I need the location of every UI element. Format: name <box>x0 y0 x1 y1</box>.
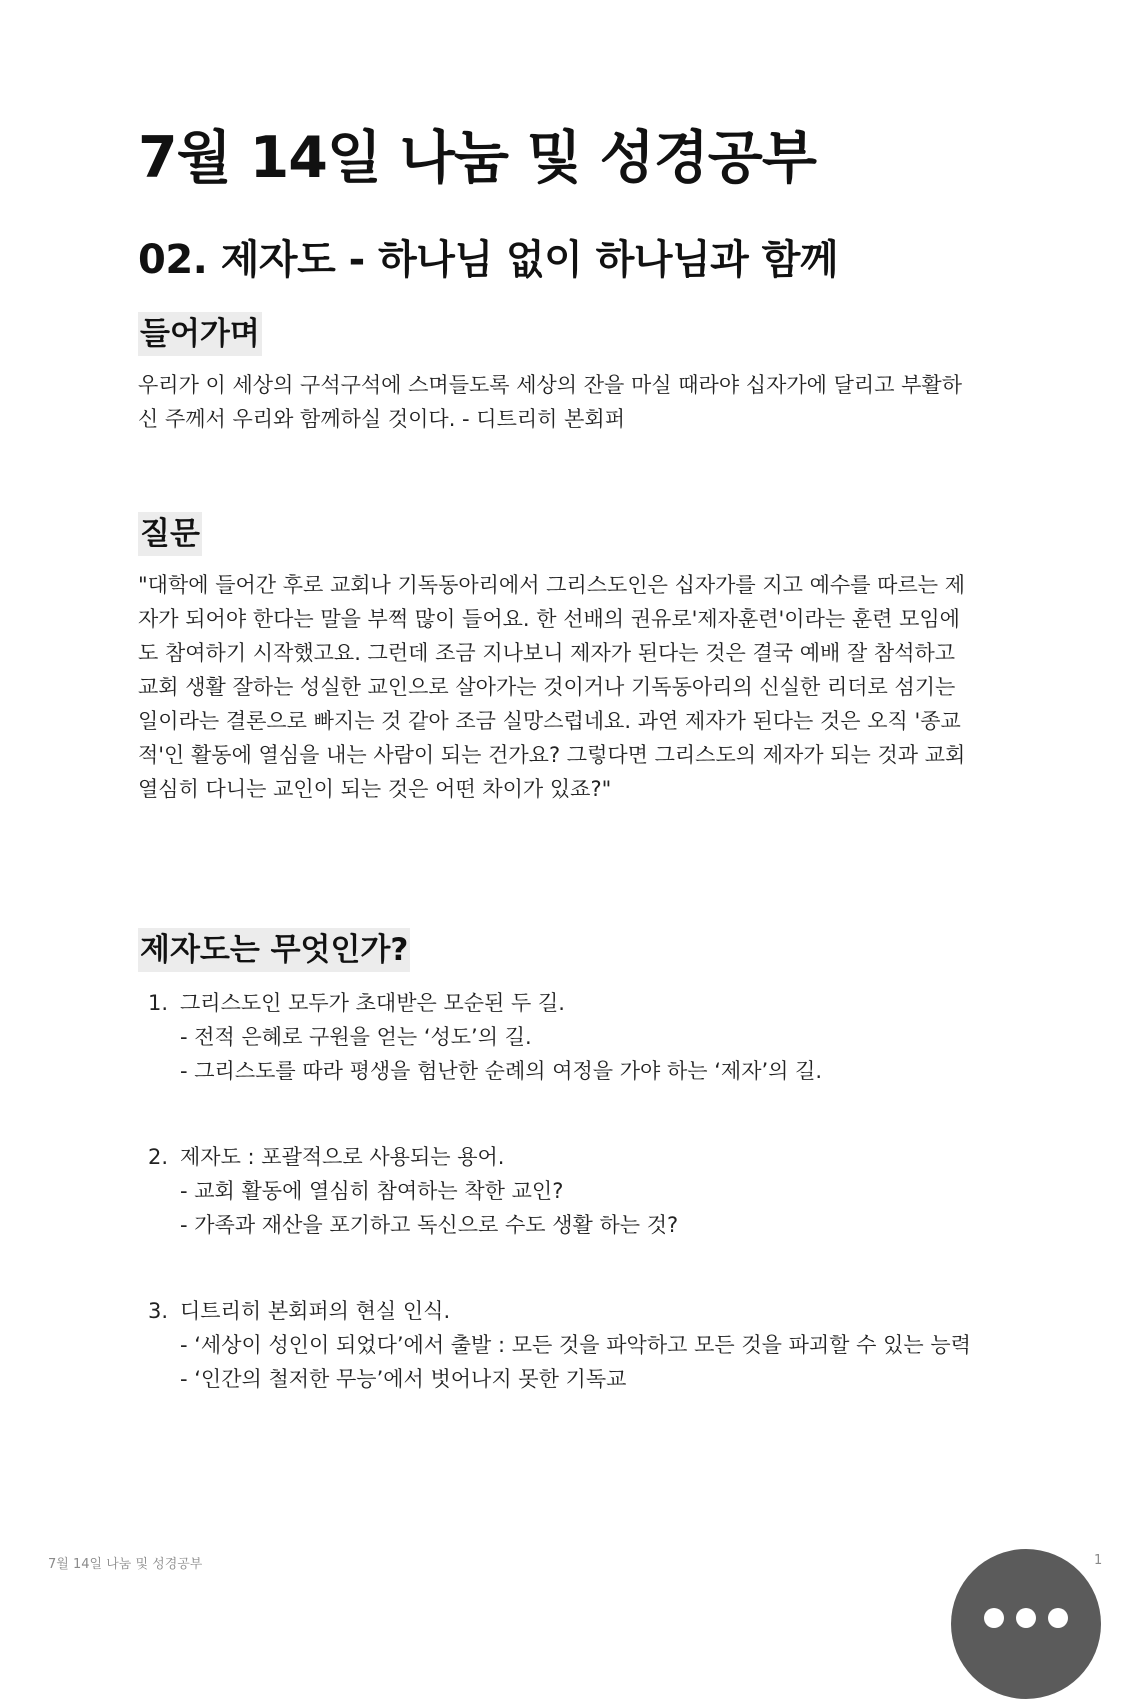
dot-shape <box>1016 1608 1036 1628</box>
list-item-line: - 가족과 재산을 포기하고 독신으로 수도 생활 하는 것? <box>180 1213 679 1237</box>
list-item-line: - 교회 활동에 열심히 참여하는 착한 교인? <box>180 1179 564 1203</box>
section-heading-question: 질문 <box>138 512 202 556</box>
document-content <box>138 118 1018 1448</box>
dot-shape <box>984 1608 1004 1628</box>
numbered-list <box>138 986 1018 1396</box>
list-item <box>138 1140 1018 1242</box>
question-line: "대학에 들어간 후로 교회나 기독동아리에서 그리스도인은 십자가를 지고 예수를 따르는 제 <box>138 573 965 597</box>
list-item-line: - 그리스도를 따라 평생을 험난한 순례의 여정을 가야 하는 ‘제자’의 길. <box>180 1059 823 1083</box>
intro-paragraph <box>138 368 1018 436</box>
section-heading-what: 제자도는 무엇인가? <box>138 928 410 972</box>
question-line: 도 참여하기 시작했고요. 그런데 조금 지나보니 제자가 된다는 것은 결국 예배 잘 참석하고 <box>138 641 956 665</box>
intro-line: 우리가 이 세상의 구석구석에 스며들도록 세상의 잔을 마실 때라야 십자가에 달리고 부활하 <box>138 373 963 397</box>
question-line: 자가 되어야 한다는 말을 부쩍 많이 들어요. 한 선배의 권유로'제자훈련'이라는 훈련 모임에 <box>138 607 960 631</box>
document-subtitle: 02. 제자도 - 하나님 없이 하나님과 함께 <box>138 237 838 283</box>
question-line: 열심히 다니는 교인이 되는 것은 어떤 차이가 있죠?" <box>138 777 612 801</box>
more-options-button[interactable] <box>951 1549 1101 1699</box>
question-line: 적'인 활동에 열심을 내는 사람이 되는 건가요? 그렇다면 그리스도의 제자가 되는 것과 교회 <box>138 743 966 767</box>
question-line: 교회 생활 잘하는 성실한 교인으로 살아가는 것이거나 기독동아리의 신실한 리더로 섬기는 <box>138 675 956 699</box>
footer-document-name: 7월 14일 나눔 및 성경공부 <box>48 1557 203 1572</box>
question-line: 일이라는 결론으로 빠지는 것 같아 조금 실망스럽네요. 과연 제자가 된다는 것은 오직 '종교 <box>138 709 961 733</box>
list-item <box>138 1294 1018 1396</box>
dot-shape <box>1048 1608 1068 1628</box>
list-item-line: - ‘세상이 성인이 되었다’에서 출발 : 모든 것을 파악하고 모든 것을 파괴할 수 있는 능력 <box>180 1333 971 1357</box>
footer-page-number: 1 <box>1094 1553 1103 1568</box>
section-heading-intro: 들어가며 <box>138 312 262 356</box>
list-item-line: - 전적 은혜로 구원을 얻는 ‘성도’의 길. <box>180 1025 532 1049</box>
question-paragraph <box>138 568 1018 806</box>
list-item <box>138 986 1018 1088</box>
list-item-line: 제자도 : 포괄적으로 사용되는 용어. <box>180 1145 505 1169</box>
list-item-line: - ‘인간의 철저한 무능’에서 벗어나지 못한 기독교 <box>180 1367 627 1391</box>
list-item-number: 3. <box>148 1299 169 1323</box>
list-item-line: 그리스도인 모두가 초대받은 모순된 두 길. <box>180 991 565 1015</box>
list-item-number: 1. <box>148 991 169 1015</box>
list-item-line: 디트리히 본회퍼의 현실 인식. <box>180 1299 451 1323</box>
intro-line: 신 주께서 우리와 함께하실 것이다. - 디트리히 본회퍼 <box>138 407 625 431</box>
document-title: 7월 14일 나눔 및 성경공부 <box>138 125 816 191</box>
list-item-number: 2. <box>148 1145 169 1169</box>
